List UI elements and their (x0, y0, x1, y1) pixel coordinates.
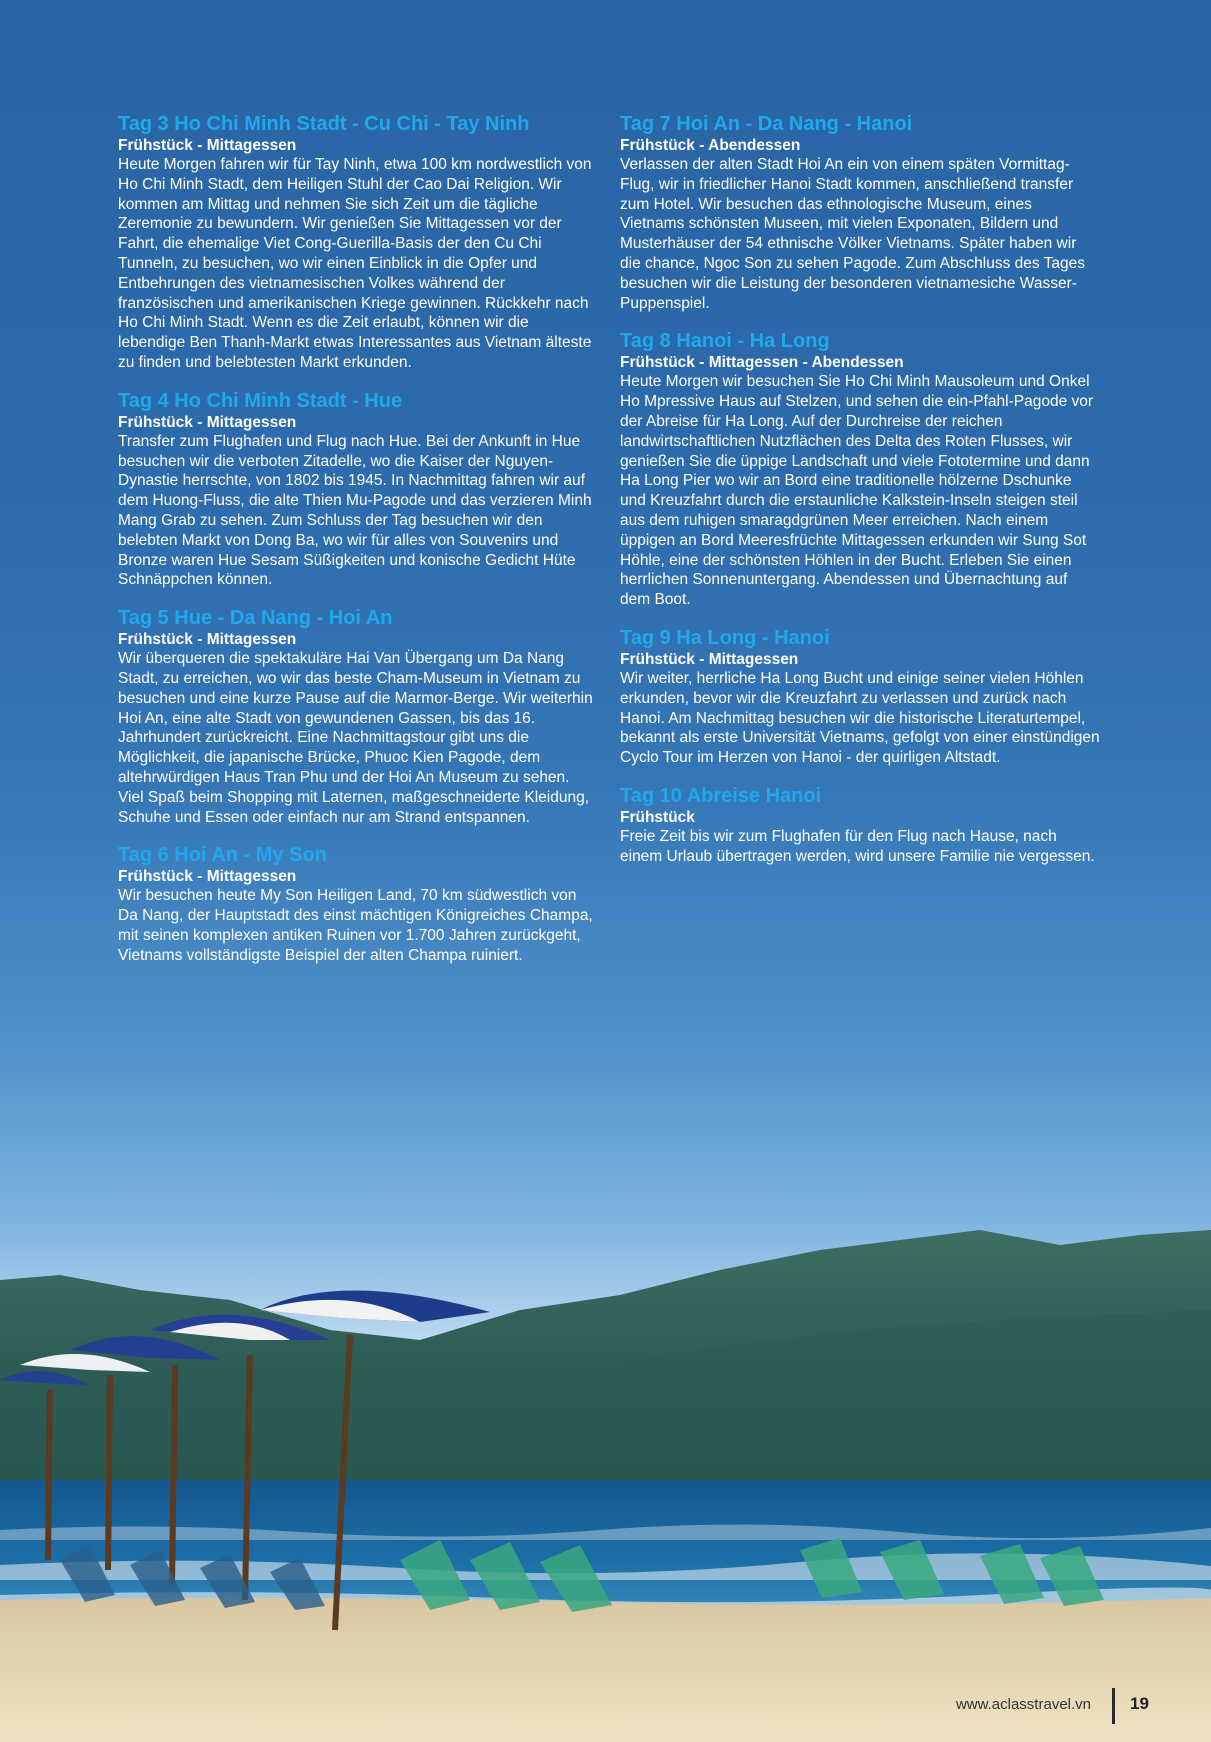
day-meals: Frühstück - Mittagessen (118, 413, 297, 431)
day-description: Freie Zeit bis wir zum Flughafen für den Flug nach Hause, nach einem Urlaub übertragen werden, wird unsere Familie nie vergessen. (620, 827, 1095, 865)
day-title: Tag 5 Hue - Da Nang - Hoi An (118, 607, 393, 630)
day-title: Tag 3 Ho Chi Minh Stadt - Cu Chi - Tay Ninh (118, 113, 530, 135)
day-3-section (118, 112, 598, 373)
day-meals: Frühstück - Mittagessen - Abendessen (620, 354, 904, 372)
day-10-section (620, 784, 1100, 867)
beach-scene-illustration (0, 1200, 1211, 1742)
day-6-section (118, 843, 598, 965)
day-title: Tag 6 Hoi An - My Son (118, 844, 327, 867)
day-title: Tag 4 Ho Chi Minh Stadt - Hue (118, 389, 403, 412)
day-meals: Frühstück - Mittagessen (118, 868, 297, 886)
day-description: Wir überqueren die spektakuläre Hai Van Übergang um Da Nang Stadt, zu erreichen, wo wir das beste Cham-Museum in Vietnam zu besuchen und eine kurze Pause auf die Marmor-Berge. Wir weiterhin Hoi An, eine alte Stadt von gewundenen Gassen, bis das 16. Jahrhundert zurückreicht. Eine Nachmittagstour gibt uns die Möglichkeit, die japanische Brücke, Phuoc Kien Pagode, dem altehrwürdigen Haus Tran Phu und der Hoi An Museum zu sehen. Viel Spaß beim Shopping mit Laternen, maßgeschneiderte Kleidung, Schuhe und Essen oder einfach nur am Strand entspannen. (118, 650, 593, 826)
day-title: Tag 10 Abreise Hanoi (620, 784, 822, 807)
footer-divider (1112, 1688, 1115, 1724)
day-9-section (620, 626, 1100, 768)
day-description: Wir weiter, herrliche Ha Long Bucht und einige seiner vielen Höhlen erkunden, bevor wir die Kreuzfahrt zu verlassen und zurück nach Hanoi. Am Nachmittag besuchen wir die historische Literaturtempel, bekannt als erste Universität Vietnams, gefolgt von einer einstündigen Cyclo Tour im Herzen von Hanoi - der quirligen Altstadt. (620, 669, 1100, 767)
day-meals: Frühstück (620, 808, 695, 826)
day-title: Tag 8 Hanoi - Ha Long (620, 330, 830, 353)
day-description: Verlassen der alten Stadt Hoi An ein von einem späten Vormittag-Flug, wir in friedlicher Hanoi Stadt kommen, anschließend transfer zum Hotel. Wir besuchen das ethnologische Museum, eines Vietnams schönsten Museen, mit vielen Exponaten, Bildern und Musterhäuser der 54 ethnische Völker Vietnams. Später haben wir die chance, Ngoc Son zu sehen Pagode. Zum Abschluss des Tages besuchen wir die Leistung der besonderen vietnamesiche Wasser-Puppenspiel. (620, 156, 1086, 312)
day-description: Heute Morgen fahren wir für Tay Ninh, etwa 100 km nordwestlich von Ho Chi Minh Stadt, dem Heiligen Stuhl der Cao Dai Religion. Wir kommen am Mittag und nehmen Sie sich Zeit um die tägliche Zeremonie zu bewundern. Wir genießen Sie Mittagessen vor der Fahrt, die ehemalige Viet Cong-Guerilla-Basis der den Cu Chi Tunneln, zu besuchen, wo wir einen Einblick in die Opfer und Entbehrungen des vietnamesischen Volkes während der französischen und amerikanischen Kriege gewinnen. Rückkehr nach Ho Chi Minh Stadt. Wenn es die Zeit erlaubt, können wir die lebendige Ben Thanh-Markt etwas Interessantes aus Vietnam älteste zu finden und belebtesten Markt erkunden. (118, 156, 592, 371)
day-description: Wir besuchen heute My Son Heiligen Land, 70 km südwestlich von Da Nang, der Hauptstadt des einst mächtigen Königreiches Champa, mit seinen komplexen antiken Ruinen vor 1.700 Jahren zurückgeht, Vietnams vollständigste Beispiel der alten Champa ruiniert. (118, 887, 593, 964)
left-column (118, 112, 598, 982)
right-column (620, 112, 1100, 883)
day-title: Tag 9 Ha Long - Hanoi (620, 626, 830, 649)
day-title: Tag 7 Hoi An - Da Nang - Hanoi (620, 113, 913, 135)
day-description: Transfer zum Flughafen und Flug nach Hue. Bei der Ankunft in Hue besuchen wir die verboten Zitadelle, wo die Kaiser der Nguyen-Dynastie herrschte, von 1802 bis 1945. In Nachmittag fahren wir auf dem Huong-Fluss, die alte Thien Mu-Pagode und das verzieren Minh Mang Grab zu sehen. Zum Schluss der Tag besuchen wir den belebten Markt von Dong Ba, wo wir für alles von Souvenirs und Bronze waren Hue Sesam Süßigkeiten und konische Gedicht Hüte Schnäppchen können. (118, 432, 592, 589)
day-4-section (118, 389, 598, 590)
day-description: Heute Morgen wir besuchen Sie Ho Chi Minh Mausoleum und Onkel Ho Mpressive Haus auf Stelzen, und sehen die ein-Pfahl-Pagode vor der Abreise für Ha Long. Auf der Durchreise der reichen landwirtschaftlichen Nutzflächen des Delta des Roten Flusses, wir genießen Sie die üppige Landschaft und viele Fototermine und dann Ha Long Pier wo wir an Bord eine traditionelle hölzerne Dschunke und Kreuzfahrt durch die erstaunliche Kalkstein-Inseln steigen steil aus dem ruhigen smaragdgrünen Meer erreichen. Nach einem üppigen an Bord Meeresfrüchte Mittagessen erkunden wir Sung Sot Höhle, eine der schönsten Höhlen in der Bucht. Erleben Sie einen herrlichen Sonnenuntergang. Abendessen und Übernachtung auf dem Boot. (620, 373, 1094, 609)
day-meals: Frühstück - Mittagessen (118, 137, 297, 154)
day-meals: Frühstück - Abendessen (620, 137, 801, 154)
day-meals: Frühstück - Mittagessen (118, 631, 297, 649)
footer-website-link[interactable]: www.aclasstravel.vn (955, 1696, 1091, 1713)
day-meals: Frühstück - Mittagessen (620, 650, 799, 668)
day-5-section (118, 606, 598, 827)
day-8-section (620, 329, 1100, 610)
page-number: 19 (1130, 1694, 1149, 1713)
day-7-section (620, 112, 1100, 313)
